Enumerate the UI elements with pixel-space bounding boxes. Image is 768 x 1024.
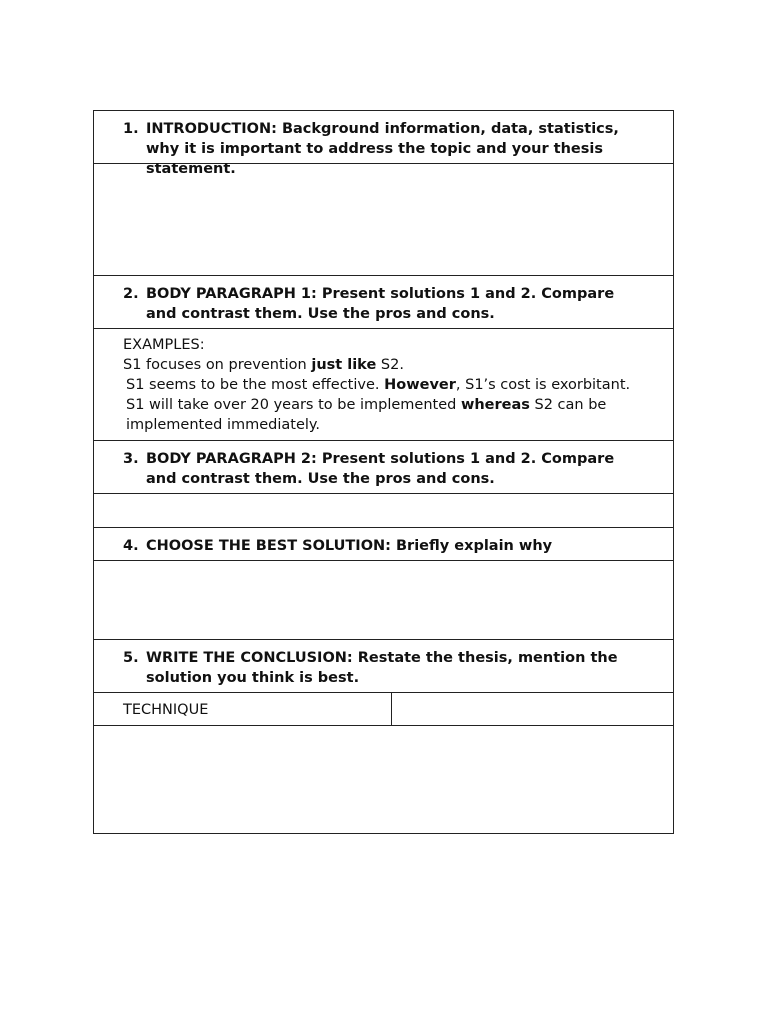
examples-box <box>94 329 673 441</box>
body-paragraph-2-heading-row <box>94 441 673 494</box>
technique-row <box>94 693 673 726</box>
essay-outline-table <box>93 110 674 834</box>
example-line-1-post: S2. <box>376 357 404 373</box>
introduction-heading: INTRODUCTION: Background information, data, statistics, why it is important to address the topic and your thesis statement. <box>146 121 619 177</box>
example-line-4: implemented immediately. <box>126 417 321 433</box>
example-line-3-keyword: whereas <box>460 397 530 413</box>
conclusion-answer-box[interactable] <box>94 726 673 833</box>
example-line-1-pre: S1 focuses on prevention <box>123 357 312 373</box>
example-line-2-post: , S1’s cost is exorbitant. <box>455 377 631 393</box>
example-line-1-keyword: just like <box>311 357 377 373</box>
examples-label: EXAMPLES: <box>123 337 205 353</box>
introduction-number: 1. <box>123 121 139 137</box>
body-paragraph-2-answer-box[interactable] <box>94 494 673 528</box>
example-line-3-pre: S1 will take over 20 years to be implemented <box>126 397 461 413</box>
example-line-1 <box>123 355 663 375</box>
body-paragraph-1-heading-row <box>94 276 673 329</box>
example-line-3-post: S2 can be <box>529 397 607 413</box>
technique-label-cell <box>94 693 392 725</box>
example-line-3 <box>123 395 663 415</box>
best-solution-heading-row <box>94 528 673 561</box>
examples-text <box>123 335 663 435</box>
technique-answer-cell[interactable] <box>392 693 673 725</box>
example-line-2-pre: S1 seems to be the most effective. <box>126 377 385 393</box>
introduction-answer-box[interactable] <box>94 164 673 276</box>
introduction-heading-row <box>94 111 673 177</box>
body-paragraph-2-number: 3. <box>123 451 139 467</box>
best-solution-answer-box[interactable] <box>94 561 673 640</box>
best-solution-heading: CHOOSE THE BEST SOLUTION: Briefly explain why <box>146 538 553 554</box>
best-solution-number: 4. <box>123 538 139 554</box>
conclusion-heading-row <box>94 640 673 693</box>
example-line-2 <box>123 375 663 395</box>
body-paragraph-1-number: 2. <box>123 286 139 302</box>
conclusion-number: 5. <box>123 650 139 666</box>
example-line-2-keyword: However <box>384 377 456 393</box>
technique-label: TECHNIQUE <box>123 702 209 718</box>
body-paragraph-1-heading: BODY PARAGRAPH 1: Present solutions 1 and 2. Compare and contrast them. Use the pros and cons. <box>146 286 615 322</box>
conclusion-heading: WRITE THE CONCLUSION: Restate the thesis, mention the solution you think is best. <box>146 650 618 686</box>
body-paragraph-2-heading: BODY PARAGRAPH 2: Present solutions 1 and 2. Compare and contrast them. Use the pros and cons. <box>146 451 615 487</box>
